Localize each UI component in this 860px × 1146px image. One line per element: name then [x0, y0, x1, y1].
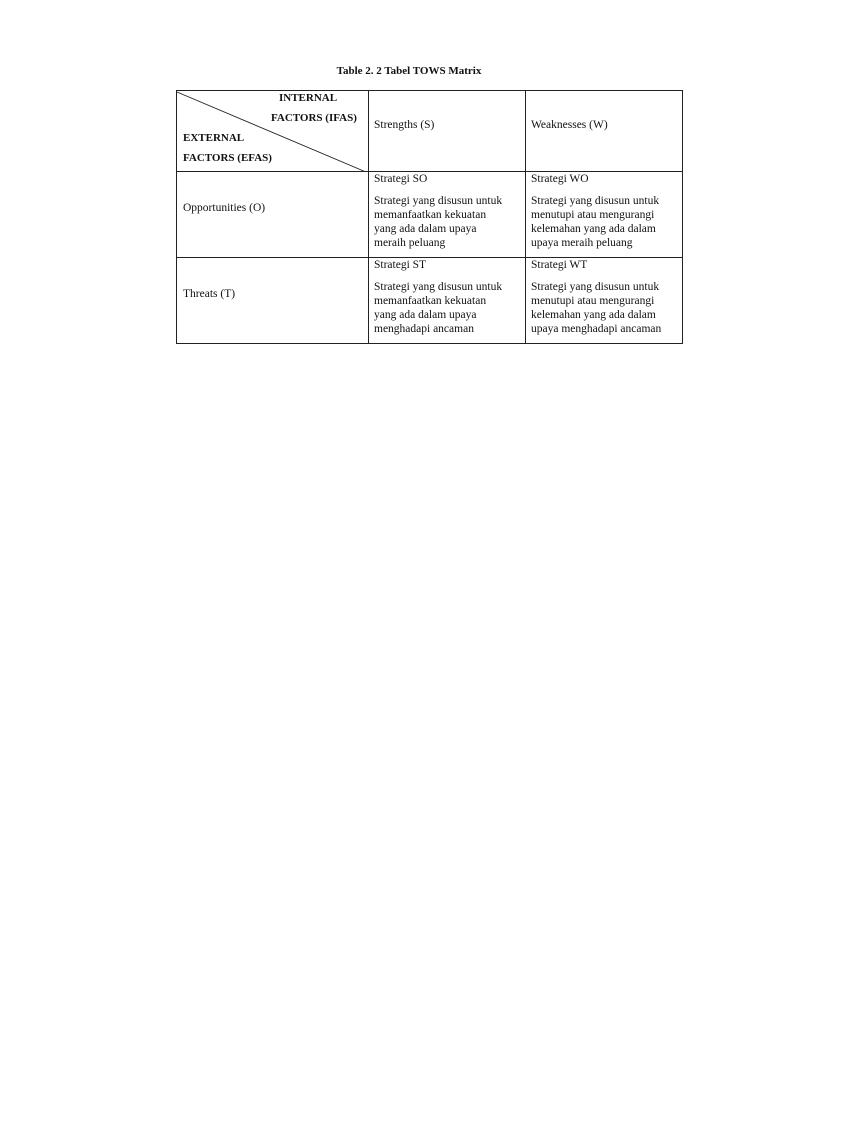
row-label-opportunities: Opportunities (O)	[183, 202, 266, 214]
strategy-wt-line: Strategi yang disusun untuk	[531, 281, 660, 293]
strategy-st-title: Strategi ST	[374, 259, 427, 271]
corner-internal-label-2: FACTORS (IFAS)	[271, 112, 357, 124]
header-weaknesses: Weaknesses (W)	[531, 119, 608, 131]
strategy-wo-line: kelemahan yang ada dalam	[531, 223, 656, 235]
strategy-wo-line: upaya meraih peluang	[531, 237, 633, 249]
strategy-st-line: yang ada dalam upaya	[374, 309, 477, 321]
strategy-wt-title: Strategi WT	[531, 259, 588, 271]
strategy-st-line: Strategi yang disusun untuk	[374, 281, 503, 293]
corner-external-label-2: FACTORS (EFAS)	[183, 152, 272, 164]
strategy-so-title: Strategi SO	[374, 173, 428, 185]
strategy-so-line: meraih peluang	[374, 237, 446, 249]
table-border-bottom	[176, 343, 683, 344]
corner-external-label-1: EXTERNAL	[183, 132, 245, 144]
strategy-wo-line: Strategi yang disusun untuk	[531, 195, 660, 207]
strategy-so-line: yang ada dalam upaya	[374, 223, 477, 235]
strategy-so-line: Strategi yang disusun untuk	[374, 195, 503, 207]
corner-internal-label-1: INTERNAL	[279, 92, 338, 104]
header-strengths: Strengths (S)	[374, 119, 435, 131]
table-row-divider-2	[176, 257, 683, 258]
strategy-so-line: memanfaatkan kekuatan	[374, 209, 487, 221]
strategy-st-line: memanfaatkan kekuatan	[374, 295, 487, 307]
table-col-divider-2	[525, 90, 526, 344]
strategy-wt-line: kelemahan yang ada dalam	[531, 309, 656, 321]
strategy-wo-line: menutupi atau mengurangi	[531, 209, 655, 221]
table-caption: Table 2. 2 Tabel TOWS Matrix	[336, 65, 482, 77]
tows-matrix-table	[176, 90, 683, 344]
table-border-right	[682, 90, 683, 344]
row-label-threats: Threats (T)	[183, 288, 236, 300]
strategy-wo-title: Strategi WO	[531, 173, 589, 185]
strategy-wt-line: menutupi atau mengurangi	[531, 295, 655, 307]
strategy-st-line: menghadapi ancaman	[374, 323, 474, 335]
strategy-wt-line: upaya menghadapi ancaman	[531, 323, 662, 335]
